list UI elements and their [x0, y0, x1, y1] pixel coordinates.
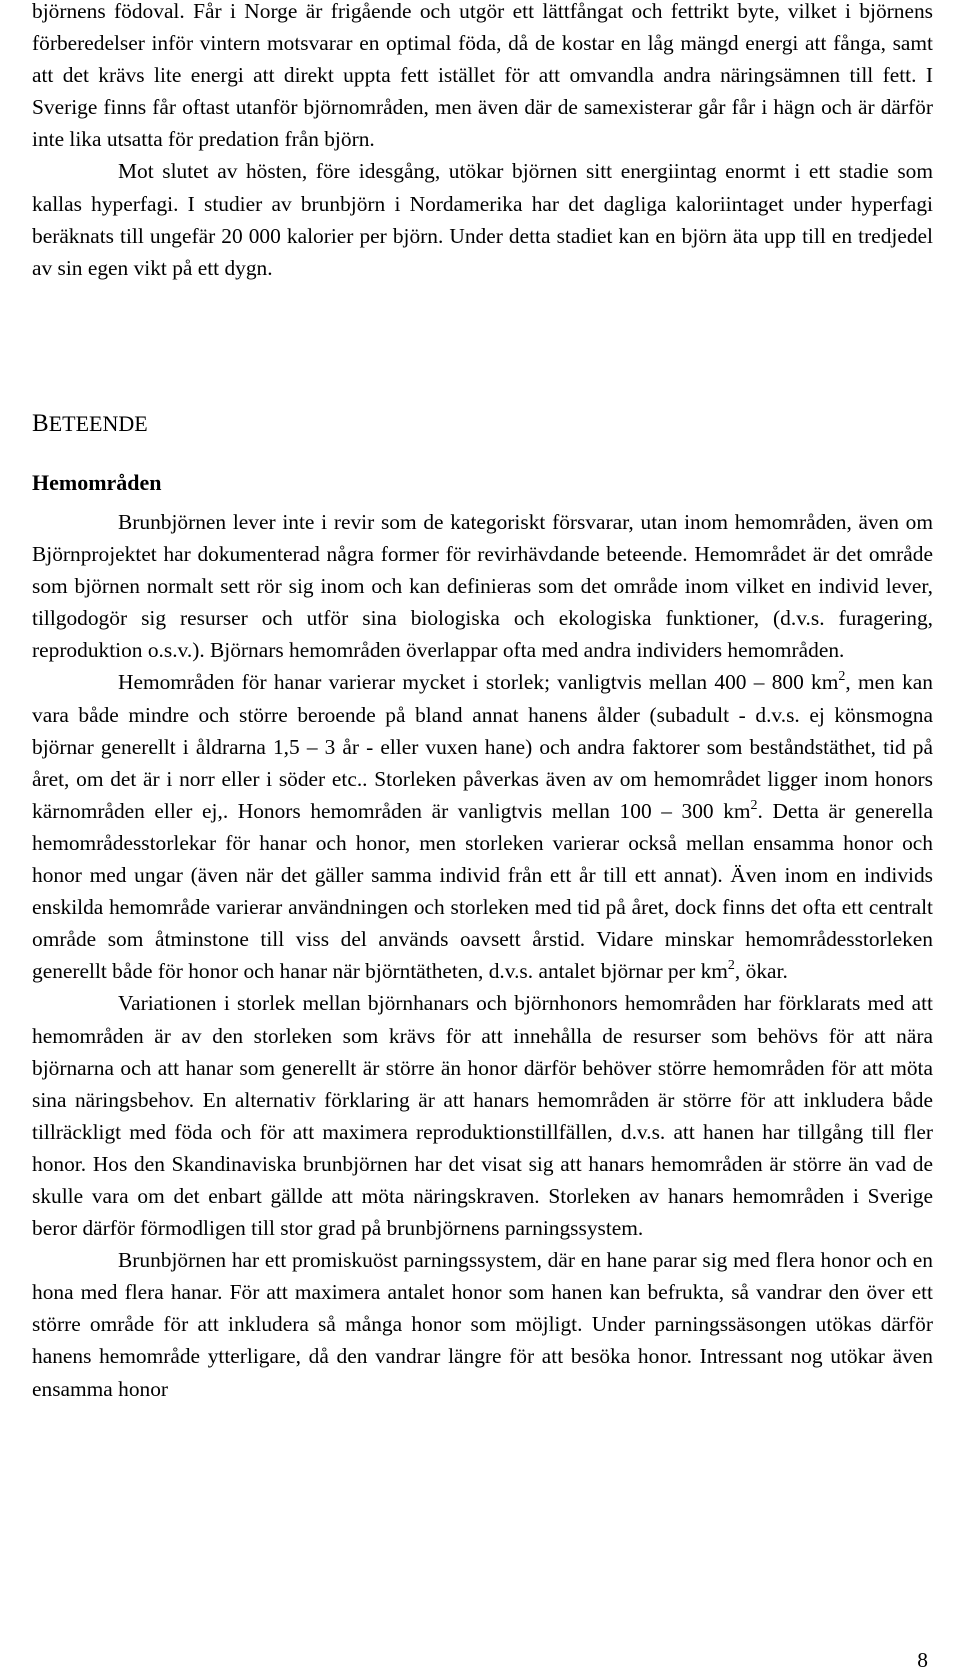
- body-paragraph: Mot slutet av hösten, före idesgång, utökar björnen sitt energiintag enormt i ett stadie som kallas hyperfagi. I studier av brunbjörn i Nordamerika har det dagliga kaloriintaget under hyperfagi beräknats till ungefär 20 000 kalorier per björn. Under detta stadiet kan en björn äta upp till en tredjedel av sin egen vikt på ett dygn.: [32, 159, 933, 280]
- body-paragraph: Variationen i storlek mellan björnhanars och björnhonors hemområden har förklarats med att hemområden är av den storleken som krävs för att innehålla de resurser som behövs för att nära björnarna och att hanar som generellt är större än honor därför behöver större hemområden för att möta sina näringsbehov. En alternativ förklaring är att hanars hemområden är större för att inkludera både tillräckligt med föda och för att maximera reproduktionstillfällen, d.v.s. att hanen har tillgång till fler honor. Hos den Skandinaviska brunbjörnen har det visat sig att hanars hemområden är större än vad de skulle vara om det enbart gällde att möta näringskraven. Storleken av hanars hemområden i Sverige beror därför förmodligen till stor grad på brunbjörnens parningssystem.: [32, 991, 933, 1241]
- body-paragraph: Brunbjörnen lever inte i revir som de kategoriskt försvarar, utan inom hemområden, även om Björnprojektet har dokumenterad några former för revirhävdande beteende. Hemområdet är det område som björnen normalt sett rör sig inom och kan definieras som det område inom vilket en individ lever, tillgodogör sig resurser och utför sina biologiska och ekologiska funktioner, (d.v.s. furagering, reproduktion o.s.v.). Björnars hemområden överlappar ofta med andra individers hemområden.: [32, 510, 933, 663]
- main-text-block: [32, 506, 933, 1405]
- section-heading-rest: ETEENDE: [48, 411, 148, 436]
- superscript: 2: [727, 958, 735, 974]
- section-heading-initial: B: [32, 410, 49, 437]
- text-run: , men kan vara både mindre och större beroende på bland annat hanens ålder (subadult - d.v.s. ej könsmogna björnar generellt i åldrarna 1,5 – 3 år - eller vuxen hane) och andra faktorer som beståndstäthet, tid på året, om det är i norr eller i söder etc.. Storleken påverkas även av om hemområdet ligger inom honors kärnområden eller ej,. Honors hemområden är vanligtvis mellan 100 – 300 km: [32, 670, 933, 823]
- body-paragraph: [32, 666, 933, 987]
- body-paragraph: Brunbjörnen har ett promiskuöst parningssystem, där en hane parar sig med flera honor och en hona med flera hanar. För att maximera antalet honor som hanen kan befrukta, så vandrar den över ett större område för att inkludera så många honor som möjligt. Under parningssäsongen utökas därför hanens hemområde ytterligare, då den vandrar längre för att besöka honor. Intressant nog utökar även ensamma honor: [32, 1248, 933, 1401]
- page-number: 8: [917, 1648, 928, 1672]
- top-text-block: [32, 0, 933, 284]
- body-paragraph: björnens födoval. Får i Norge är frigående och utgör ett lättfångat och fettrikt byte, vilket i björnens förberedelser inför vintern motsvarar en optimal föda, då de kostar en låg mängd energi att fånga, samt att det krävs lite energi att direkt uppta fett istället för att omvandla andra näringsämnen till fett. I Sverige finns får oftast utanför björnområden, men även där de samexisterar går får i hägn och är därför inte lika utsatta för predation från björn.: [32, 0, 933, 152]
- text-run: , ökar.: [734, 959, 788, 984]
- text-run: . Detta är generella hemområdesstorlekar för hanar och honor, men storleken varierar också mellan ensamma honor och honor med ungar (även när det gäller samma individ från ett år till ett annat). Även inom en individs enskilda hemområde varierar användningen och storleken med tid på året, dock finns det ofta ett centralt område som åtminstone till viss del används oavsett årstid. Vidare minskar hemområdesstorleken generellt både för honor och hanar när björntätheten, d.v.s. antalet björnar per km: [32, 798, 933, 984]
- superscript: 2: [838, 669, 846, 685]
- subheading: Hemområden: [32, 470, 162, 495]
- superscript: 2: [750, 797, 758, 813]
- section-heading: [32, 410, 148, 438]
- text-run: Hemområden för hanar varierar mycket i storlek; vanligtvis mellan 400 – 800 km: [118, 670, 839, 695]
